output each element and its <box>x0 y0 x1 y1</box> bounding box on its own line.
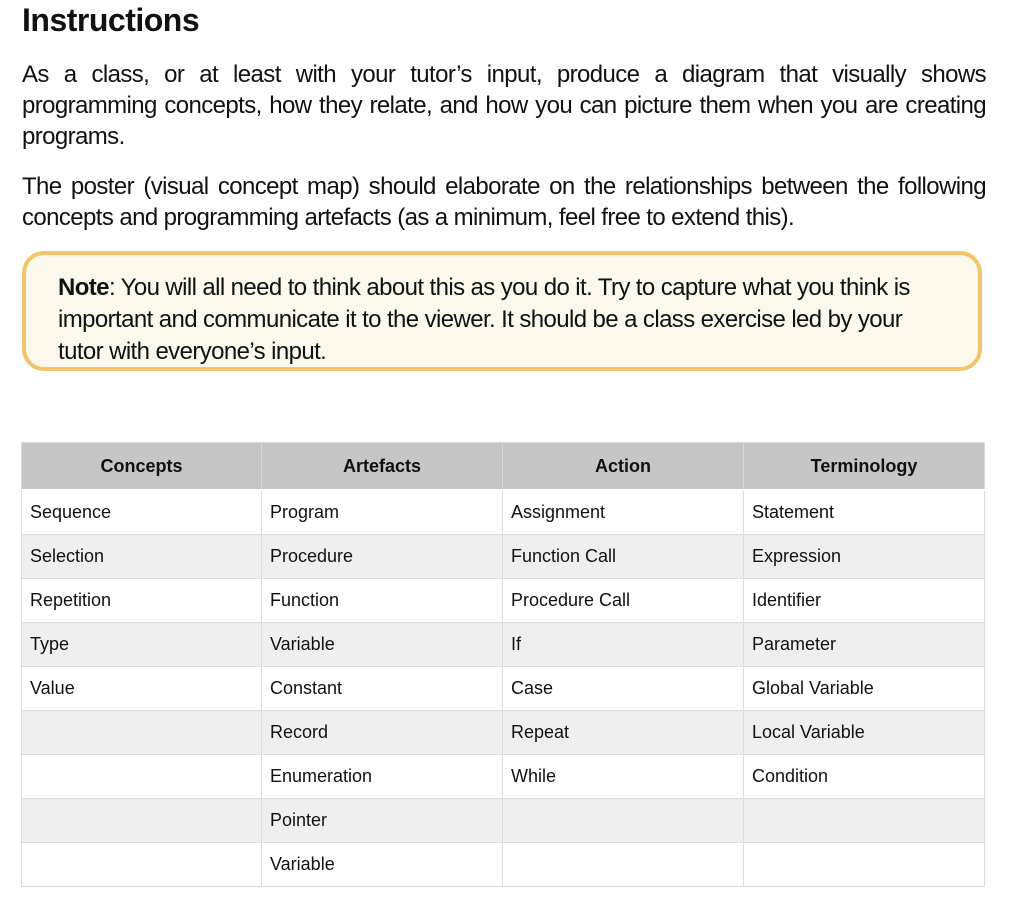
concepts-table <box>21 442 985 887</box>
table-row <box>22 755 985 799</box>
table-row <box>22 711 985 755</box>
table-cell <box>22 711 262 755</box>
table-row <box>22 799 985 843</box>
note-label: Note <box>58 274 109 301</box>
table-cell: Variable <box>262 623 503 667</box>
table-row <box>22 667 985 711</box>
table-cell: While <box>503 755 744 799</box>
table-row <box>22 843 985 887</box>
table-cell: Condition <box>744 755 985 799</box>
table-cell: Variable <box>262 843 503 887</box>
table-cell: Statement <box>744 490 985 535</box>
table-cell: Procedure <box>262 535 503 579</box>
table-cell: Identifier <box>744 579 985 623</box>
table-cell: Type <box>22 623 262 667</box>
header-action: Action <box>503 443 744 491</box>
table-cell: Local Variable <box>744 711 985 755</box>
note-body: : You will all need to think about this as you do it. Try to capture what you think is important and communicate it to the viewer. It should be a class exercise led by your tutor with everyone’s input. <box>58 274 910 365</box>
table-row <box>22 490 985 535</box>
table-cell: Repeat <box>503 711 744 755</box>
table-cell: Expression <box>744 535 985 579</box>
table-cell: Value <box>22 667 262 711</box>
table-cell: Repetition <box>22 579 262 623</box>
table-cell <box>503 799 744 843</box>
table-cell <box>744 843 985 887</box>
table-cell <box>503 843 744 887</box>
note-text-block <box>58 272 938 368</box>
table-header-row <box>22 443 985 491</box>
header-terminology: Terminology <box>744 443 985 491</box>
poster-paragraph: The poster (visual concept map) should elaborate on the relationships between the following concepts and programming artefacts (as a minimum, feel free to extend this). <box>22 173 986 231</box>
table-cell: If <box>503 623 744 667</box>
table-cell: Selection <box>22 535 262 579</box>
table-cell: Function <box>262 579 503 623</box>
table-cell <box>22 843 262 887</box>
table-row <box>22 579 985 623</box>
table-cell: Function Call <box>503 535 744 579</box>
table-cell <box>22 799 262 843</box>
header-concepts: Concepts <box>22 443 262 491</box>
table-cell <box>744 799 985 843</box>
table-cell: Global Variable <box>744 667 985 711</box>
page-title: Instructions <box>22 2 200 38</box>
note-callout <box>22 251 982 371</box>
table-cell: Record <box>262 711 503 755</box>
table-cell <box>22 755 262 799</box>
table-cell: Pointer <box>262 799 503 843</box>
table-cell: Constant <box>262 667 503 711</box>
table-cell: Enumeration <box>262 755 503 799</box>
header-artefacts: Artefacts <box>262 443 503 491</box>
intro-paragraph: As a class, or at least with your tutor’s input, produce a diagram that visually shows programming concepts, how they relate, and how you can picture them when you are creating programs. <box>22 61 986 150</box>
table-cell: Parameter <box>744 623 985 667</box>
table-cell: Case <box>503 667 744 711</box>
table-cell: Assignment <box>503 490 744 535</box>
table-cell: Procedure Call <box>503 579 744 623</box>
table-cell: Sequence <box>22 490 262 535</box>
table-cell: Program <box>262 490 503 535</box>
table-row <box>22 535 985 579</box>
table-row <box>22 623 985 667</box>
